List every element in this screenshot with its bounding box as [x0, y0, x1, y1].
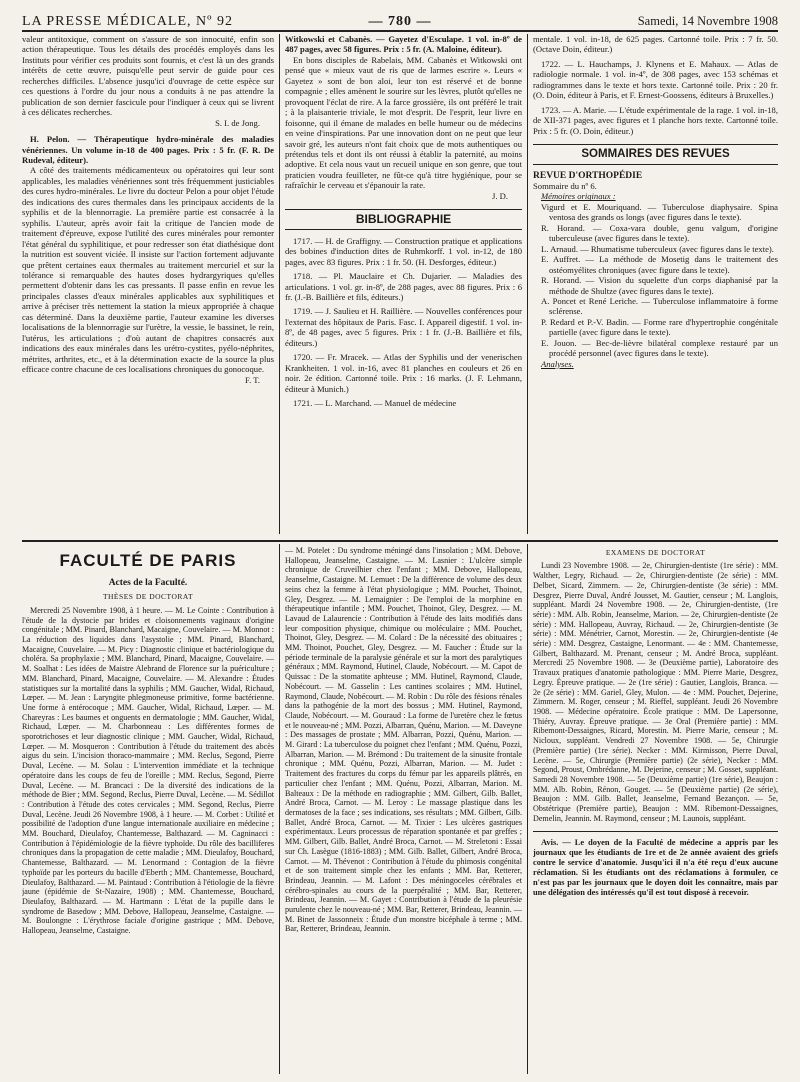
- faculte-title: FACULTÉ DE PARIS: [59, 551, 237, 570]
- bibliography-entry: 1717. — H. de Graffigny. — Construction pratique et applications des bobines d'induction dites de Ruhmkorff. 1 vol. in-12, de 180 pages, avec 83 figures. Prix : 1 fr. 50. (H. Desforges, éditeur.): [285, 235, 522, 267]
- revue-item: R. Horand. — Coxa-vara double, genu valgum, d'origine tuberculeuse (avec figures dans le texte).: [541, 222, 778, 244]
- theses-list-continued: — M. Potelet : Du syndrome méningé dans l'insolation ; MM. Debove, Hallopeau, Jeanselme, Castaigne. — M. Lasnier : L'ulcère simple chronique de Cruveilhier chez l'enfant ; MM. Debove, Hallopeau, Jeanselme, Castaigne. M. Lemuet : De la différence de volume des deux seins chez la femme à l'état physiologique ; MM. Pouchet, Thoinot, Gley, Desgrez. — M. Lemaignier : De l'emploi de la morphine en thérapeutique infantile ; MM. Pouchet, Thoinot, Gley, Desgrez. — M. Lavaud de Lalaurencie : Contribution à l'étude des laits modifiés dans leur composition physique, chimique ou moléculaire ; MM. Pouchet, Thoinot, Gley, Desgrez. — M. Colard : De la nécessité des obituaires ; MM. Thoinot, Pouchet, Gley, Desgrez. — M. Faucher : Étude sur la période terminale de la paralysie générale et sur la mort des paralytiques généraux ; MM. Raymond, Hutinel, Claude, Nobécourt. — M. Capot de Quissac : De la stomatite aphteuse ; MM. Hutinel, Raymond, Claude, Nobécourt. — M. Gasselin : Les cantines scolaires ; MM. Hutinel, Raymond, Claude, Nobécourt. — M. Robin : Du rôle des fésions rénales dans la pathogénie de la mort des bossus ; MM. Hutinel, Raymond, Claude, Nobécourt. — M. Gouraud : La forme de l'uretère chez le fœtus et le nouveau-né ; MM. Pozzi, Albarran, Quénu, Marion. — M. Daveyne : Des massages de prostate ; MM. Albarran, Pozzi, Quénu, Marion. — M. Girard : La tuberculose du poignet chez l'enfant ; MM. Quénu, Pozzi, Albarran, Marion. — M. Brémond : Du traitement de la sinusite frontale chronique ; MM. Quénu, Pozzi, Albarran, Marion. — M. Judet : Traitement des fractures du corps du fémur par les appareils plâtrés, en particulier chez l'enfant ; MM. Quénu, Pozzi, Albarran, Marion. M. Balteaux : De la méthode en radiographie ; MM. Gilbert, Gilb. Ballet, André Broca, Carnot. — M. Leroy : Le massage plastique dans les dermatoses de la face ; ses indications, ses résultats ; MM. Gilbert, Gilb. Ballet, André Broca, Carnot. — M. Tixier : Les ulcères gastriques expérimentaux. Leurs processus de réparation spontanée et par greffes ; MM. Gilbert, Gilb. Ballet, André Broca, Carnot. — M. Streletoni : Essai sur Ch. Lasègue (1816-1883) ; MM. Gilb. Ballet, Gilbert, André Broca, Carnot. — M. Thévenot : Contribution à l'étude du phimosis congénital et de son traitement simple chez les enfants ; MM. Bar, Retterer, Brindeau, Jeannin. — M. Lafont : Des méningoceles cérébrales et cérébro-spinales au cours de la puerpéralité ; MM. Bar, Retterer, Brindeau, Jeannin. — M. Gayet : Contribution à l'étude de la pleurésie purulente chez le nouveau-né ; MM. Bar, Retterer, Brindeau, Jeannin. — M. Binet de Jassonneix : Étude d'un monstre bicéphale à terme ; MM. Bar, Retterer, Brindeau, Jeannin.: [285, 546, 522, 934]
- faculte-column-2: [285, 546, 522, 1076]
- revue-item: E. Jouon. — Bec-de-lièvre bilatéral complexe restauré par un procédé personnel (avec figures dans le texte).: [541, 337, 778, 359]
- paragraph: mentale. 1 vol. in-18, de 625 pages. Cartonné toile. Prix : 7 fr. 50. (Octave Doin, éditeur.): [533, 34, 778, 55]
- column-1: [22, 34, 274, 534]
- bibliography-entry: 1719. — J. Saulieu et H. Raillière. — Nouvelles conférences pour l'externat des hôpitaux de Paris. Fasc. I. Appareil digestif. 1 vol. in-8º, de 48 pages, avec 5 figures. Prix : 1 fr. (J.-B. Baillière et fils, éditeurs.): [285, 306, 522, 348]
- signature: J. D.: [492, 190, 508, 201]
- paragraph: A côté des traitements médicamenteux ou opératoires qui leur sont applicables, les maladies vénériennes sont très fréquemment justiciables des cures hydro-minérales. Le livre du docteur Pelon a pour objet l'étude des indications des cures thermales dans les principaux accidents de la syphilis et de la blennorragie. La première partie est consacrée à la syphilis. L'auteur, après avoir fait la critique de l'ancien mode de traitement d'épreuve, expose l'utilité des cures minérales pour remonter l'état général du syphilitique, et pour redresser son état diathésique dont la nutrition est souvent viciée. Il insiste sur l'action fortement adjuvante que prêtent certaines eaux thermales au traitement mercuriel et sur la tolérance si remarquable des hautes doses hydrargyriques qu'elles permettent d'obtenir dans les cas pressants. Il passe enfin en revue les principales classes d'eaux minérales applicables aux syphilitiques et arrive à préciser très nettement la station la mieux appropriée à chaque cas déterminé. Dans la deuxième partie, l'auteur examine les diverses localisations de la blennorragie sur l'urètre, la vessie, le bassinet, le rein, l'utérus, les articulations ; d'où autant de chapitres consacrés aux indications des eaux minérales dans les urétro-cystites, pyélo-néphrites, métrites, arthrites, etc., et à la détermination exacte de la source la plus efficace contre chacune de ces localisations chroniques du gonocoque.: [22, 165, 274, 375]
- bibliographie-title: BIBLIOGRAPHIE: [285, 209, 522, 229]
- column-divider: [279, 544, 280, 1074]
- revue-item: P. Redard et P.-V. Badin. — Forme rare d'hypertrophie congénitale partielle (avec figure dans le texte).: [541, 316, 778, 338]
- review-heading: H. Pelon. — Thérapeutique hydro-minérale des maladies vénériennes. Un volume in-18 de 400 pages. Prix : 5 fr. (F. R. De Rudeval, éditeur).: [22, 134, 274, 165]
- revue-title: REVUE D'ORTHOPÉDIE: [533, 170, 643, 181]
- bibliography-entry: 1723. — A. Marie. — L'étude expérimentale de la rage. 1 vol. in-18, de XII-371 pages, avec figures et 1 planche hors texte. Cartonné toile. Prix : 5 fr. (O. Doin, éditeur.): [533, 104, 778, 136]
- revue-items: [533, 202, 778, 359]
- revue-item: Vigurd et E. Mouriquand. — Tuberculose diaphysaire. Spina ventosa des grands os longs (avec figures dans le texte).: [541, 201, 778, 223]
- revue-item: E. Auffret. — La méthode de Mosetig dans le traitement des ostéomyélites chroniques (avec figure dans le texte).: [541, 254, 778, 275]
- examens-title: EXAMENS DE DOCTORAT: [605, 548, 706, 557]
- faculte-column-1: [22, 546, 274, 1076]
- signature: F. T.: [245, 374, 260, 385]
- revue-item: A. Poncet et René Leriche. — Tuberculose inflammatoire à forme sclérense.: [541, 295, 778, 317]
- revue-item: L. Arnaud. — Rhumatisme tuberculeux (avec figures dans le texte).: [541, 243, 774, 254]
- header-rule: [22, 30, 778, 32]
- bibliography-entry: 1722. — L. Hauchamps, J. Klynens et E. Mahaux. — Atlas de radiologie normale. 1 vol. in-4º, de 308 pages, avec 153 schémas et radiogrammes dans le texte et hors texte. Cartonné toile. Prix : 20 fr. (O. Doin, éditeur à Paris, et F. Ernest-Goossens, éditeurs à Bruxelles.): [533, 58, 778, 101]
- journal-title: LA PRESSE MÉDICALE, Nº 92: [22, 14, 233, 29]
- column-2: [285, 34, 522, 534]
- section-rule: [22, 540, 778, 542]
- examens-list: Lundi 23 Novembre 1908. — 2e, Chirurgien-dentiste (1re série) : MM. Walther, Legry, Richaud. — 2e, Chirurgien-dentiste (2e série) : MM. Delbet, Sicard, Zimmern. — 2e, Chirurgien-dentiste (3e série) : MM. Desgrez, Pierre Duval, André Jousset, M. Gautier, censeur ; M. Langlois, suppléant. Mardi 24 Novembre 1908. — 2e, Chirurgien-dentiste, (1re série) : MM. Alb. Robin, Jeanselme, Marion. — 2e, Chirurgien-dentiste (2e série) : MM. Hallopeau, Auvray, Richaud. — 2e, Chirurgien-dentiste (3e série) : MM. Ménétrier, Carnot, Morestin. — 2e, Chirurgien-dentiste (4e série) : MM. Desgrez, Castaigne, Lenormant. — 4e : MM. Chantemesse, Gilbert, Balthazard. M. Prenant, censeur ; M. André Broca, suppléant. Mercredi 25 Novembre 1908. — 3e (Deuxième partie), Laboratoire des Travaux pratiques d'anatomie pathologique : MM. Pierre Marie, Desgrez, Legry. Épreuve pratique. — 2e (1re série) : Gautier, Langlois, Branca. — 2e (2e série) : MM. Gariel, Gley, Mulon. — 4e : MM. Pouchet, Dejerine, Zimmern. M. Roger, censeur ; M. Rieffel, suppléant. Jeudi 26 Novembre 1908. — Médecine opératoire. École pratique : MM. De Lapersonne, Thiéry, Auvray. Épreuve pratique. — 3e Oral (Première partie) : MM. Ribemont-Dessaignes, Ricard, Morestin. M. Pierre Marie, censeur ; M. Nicloux, suppléant. Vendredi 27 Novembre 1908. — 5e, Chirurgie (Première partie) (1re série). Necker : MM. Kirmisson, Pierre Duval, Lecène. — 5e, Chirurgie (Première partie) (2e série), Necker : MM. Segond, Proust, Ombrédanne, M. Dejerine, censeur ; M. Gosset, suppléant. Samedi 28 Novembre 1908. — 5e (Deuxième partie) (1re série), Beaujon : MM. Alb. Robin, Rénon, Gouget. — 5e (Deuxième partie) (2e série), Beaujon : MM. Gilb. Ballet, Jeanselme, Fernand Bezançon. — 5e, Obstétrique (Première partie), Beaujon : MM. Ribemont-Dessaignes, Demelin, Jeannin. M. Raymond, censeur ; M. Launois, suppléant.: [533, 561, 778, 823]
- bibliography-entry: 1718. — Pl. Mauclaire et Ch. Dujarier. — Maladies des articulations. 1 vol. gr. in-8º, de 288 pages, avec 88 figures. Prix : 6 fr. (J.-B. Baillière et fils, éditeurs.): [285, 271, 522, 302]
- review-heading: Witkowski et Cabanès. — Gayetez d'Esculape. 1 vol. in-8º de 487 pages, avec 58 figures. Prix : 5 fr. (A. Maloine, éditeur).: [285, 34, 522, 55]
- sommaires-title: SOMMAIRES DES REVUES: [533, 144, 778, 164]
- avis-text: Avis. — Le doyen de la Faculté de médecine a appris par les journaux que les étudiants de 1re et de 2e année avaient des griefs contre le service d'anatomie. Jusqu'ici il n'a été reçu d'eux aucune réclamation. Si les étudiants ont des réclamations à formuler, ce n'est pas par les journaux que le doyen doit les connaître, mais par une délégation des intéressés qu'il est tout disposé à recevoir.: [533, 838, 778, 898]
- page-number: — 780 —: [368, 14, 432, 29]
- page-header: [22, 6, 778, 28]
- column-divider: [527, 544, 528, 1074]
- revue-item: R. Horand. — Vision du squelette d'un corps diaphanisé par la méthode de Shultze (avec figures dans le texte).: [541, 275, 778, 296]
- actes-title: Actes de la Faculté.: [108, 578, 188, 588]
- bibliography-entry: 1720. — Fr. Mracek. — Atlas der Syphilis und der venerischen Krankheiten. 1 vol. in-16, avec 81 planches en couleurs et 26 en noir. 2e édition. Cartonné toile. Prix : 16 marks. (J. F. Lehmann, éditeur à Munich.): [285, 352, 522, 394]
- bibliography-entry: 1721. — L. Marchand. — Manuel de médecine: [293, 398, 457, 409]
- signature: S. I. de Jong.: [215, 117, 260, 128]
- paragraph: valeur antitoxique, comment on s'assure de son innocuité, enfin son action thérapeutique. Tous les détails des procédés employés dans les Instituts pour vérifier ces produits sont fournis, et c'est là un des grands intérêts de cette œuvre, puisqu'elle peut servir de guide pour ces recherches difficiles. L'absence jusqu'ici d'ouvrage de cette espèce sur ces questions à l'ordre du jour nous a conduits à ne pas attendre la publication de son dernier fascicule pour l'indiquer à ceux qui se livrent à ces délicates recherches.: [22, 34, 274, 118]
- column-3: [533, 34, 778, 534]
- faculte-column-3: [533, 546, 778, 1076]
- sommaire-label: Sommaire du nº 6.: [533, 180, 597, 191]
- bibliography-list: [285, 236, 522, 409]
- issue-date: Samedi, 14 Novembre 1908: [637, 14, 778, 28]
- memoires-label: Mémoires originaux :: [541, 191, 616, 202]
- theses-title: THÈSES DE DOCTORAT: [102, 592, 194, 602]
- analyses-label: Analyses.: [541, 358, 574, 369]
- paragraph: En bons disciples de Rabelais, MM. Cabanès et Witkowski ont pensé que « mieux vaut de ris que de larmes escrire ». Leurs « Gayetez » sont de bon aloi, leur ton est réservé et de bonne compagnie ; elles amènent le sourire sur les lèvres, plutôt qu'elles ne provoquent l'éclat de rire. A la farce grossière, ils ont préféré le trait ; à la plaisanterie triviale, le mot d'esprit. De l'esprit, leur livre en foisonne, qui il émane de malades en belle humeur ou de médecins en veine d'inspirations. Par une innovation dont on ne peut que leur savoir gré, les auteurs n'ont fait choix que de mots authentiques ou prétendus tels et dont ils ont réussi à établir la paternité, au moins adoptive. Et cela nous vaut un recueil unique en son genre, que tout praticien voudra feuilleter, ne fût-ce qu'à titre hygiénique, pour se rafraîchir le cerveau et s'épanouir la rate.: [285, 54, 522, 191]
- theses-list: Mercredi 25 Novembre 1908, à 1 heure. — M. Le Cointe : Contribution à l'étude de la dystocie par brides et cloisonnements vaginaux d'origine congénitale ; MM. Pinard, Blanchard, Macaigne, Couvelaire. — M. Monnot : La réduction des liquides dans l'asystolie ; MM. Pinard, Blanchard, Macaigne, Couvelaire. — M. Picy : Diagnostic clinique et bactériologique du choléra. Sa prophylaxie ; MM. Blanchard, Pinard, Macaigne, Couvelaire. — M. Soalhat : Les idées de Maistre Alebrand de Florence sur la puériculture ; MM. Blanchard, Pinard, Macaigne, Couvelaire. — M. Alexandre : Études statistiques sur la mortalité dans la syphilis ; MM. Gaucher, Widal, Richaud, Lœper. — M. Jean : Laryngite phlegmoneuse primitive, forme bactérienne. Une forme à entérocoque ; MM. Gaucher, Widal, Richaud, Lœper. — M. Chareyras : Les baumes et onguents en dermatologie ; MM. Gaucher, Widal, Richaud, Lœper. — M. Charbonneau : Les différentes formes de sporotrichoses et leur diagnostic clinique ; MM. Gaucher, Widal, Richaud, Lœper. — M. Mosqueron : Contribution à l'étude du traitement des abcès aigus du sein. L'incision thoraco-mammaire ; MM. Reclus, Segond, Pierre Duval, Lecène. — M. Solau : L'intervention immédiate et la technique opératoire dans les coups de feu de l'oreille ; MM. Reclus, Segond, Pierre Duval, Lecène. — M. Brancaci : De la diversité des indications de la méthode de Bier ; MM. Segond, Reclus, Pierre Duval, Lecène. — M. Sédillot : Contribution à l'étude des cotes cervicales ; MM. Segond, Reclus, Pierre Duval, Lecène. Jeudi 26 Novembre 1908, à 1 heure. — M. Corbet : Utilité et possibilité de l'adoption d'une langue internationale auxiliaire en médecine ; MM. Bouchard, Dieulafoy, Chantemesse, Balthazard. — M. Cagninacci : Contribution à l'épidémiologie de la fièvre typhoïde. Du rôle des bacilliferes chroniques dans la propagation de cette maladie ; MM. Dieulafoy, Bouchard, Chantemesse, Balthazard. — M. Lenormand : Contagion de la fièvre typhoïde par les porteurs du bacille d'Eberth ; MM. Chantemesse, Bouchard, Dieulafoy, Balthazard. — M. Paintaud : Contribution à l'étiologie de la fièvre jaune (épidémie de St-Nazaire, 1908) ; MM. Chantemesse, Bouchard, Dieulafoy, Balthazard. — M. Hartmann : L'état de la pupille dans le syndrome de Basedow ; MM. Debove, Hallopeau, Jeanselme, Castaigne. — M. Boulongne : L'érythrose faciale d'origine gastrique ; MM. Debove, Hallopeau, Jeanselme, Castaigne.: [22, 605, 274, 936]
- column-divider: [527, 34, 528, 534]
- column-divider: [279, 34, 280, 534]
